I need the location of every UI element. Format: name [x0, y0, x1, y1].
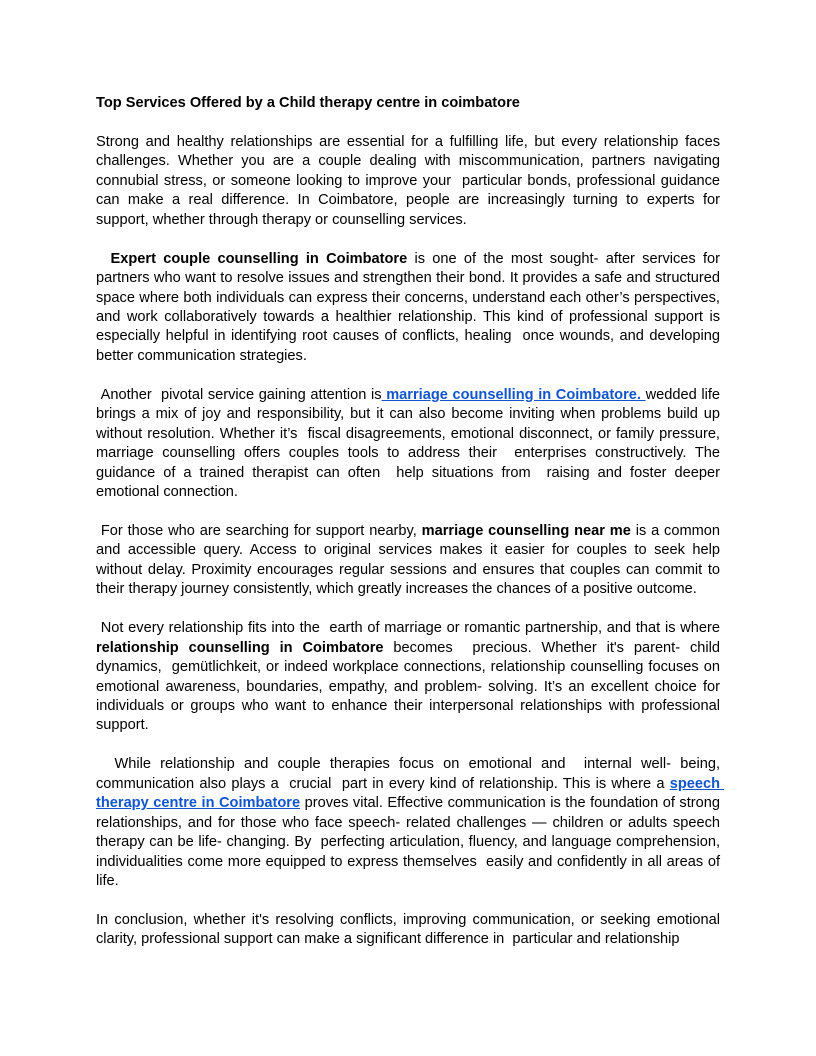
bold-expert-couple-counselling: Expert couple counselling in Coimbatore — [110, 250, 408, 267]
document-page — [96, 94, 725, 969]
paragraph-near-me-after: is a common and accessible query. Access to original services makes it easier for couples to seek help without delay. Proximity encourages regular sessions and ensures that couples can commit to their therapy journey consistently, which greatly increases the chances of a positive outcome. — [96, 522, 725, 598]
paragraph-marriage-before: Another pivotal service gaining attention is — [96, 386, 382, 403]
paragraph-couple-counselling — [96, 250, 725, 367]
link-speech-therapy-centre[interactable]: speech therapy centre in Coimbatore — [96, 775, 725, 812]
paragraph-couple-counselling-text: is one of the most sought- after services for partners who want to resolve issues and strengthen their bond. It provides a safe and structured space where both individuals can express their concerns, understand each other’s perspectives, and work collaboratively towards a healthier relationship. This kind of professional support is especially helpful in identifying root causes of conflicts, healing once wounds, and developing better communication strategies. — [96, 250, 725, 364]
paragraph-relationship-before: Not every relationship fits into the earth of marriage or romantic partnership, and that is where — [96, 620, 725, 637]
paragraph-speech-before: While relationship and couple therapies focus on emotional and internal well- being, communication also plays a crucial part in every kind of relationship. This is where a — [96, 756, 725, 792]
bold-relationship-counselling: relationship counselling in Coimbatore — [96, 639, 384, 656]
paragraph-conclusion — [96, 911, 725, 950]
link-marriage-counselling[interactable]: marriage counselling in Coimbatore. — [381, 386, 646, 403]
paragraph-lead-space — [96, 251, 111, 267]
paragraph-speech-therapy — [96, 755, 725, 891]
paragraph-intro-text: Strong and healthy relationships are essential for a fulfilling life, but every relationship faces challenges. Whether you are a couple dealing with miscommunication, partners navigating connubial stress, or someone looking to improve your particular bonds, professional guidance can make a real difference. In Coimbatore, people are increasingly turning to experts for support, whether through therapy or counselling services. — [96, 133, 725, 228]
paragraph-near-me — [96, 522, 725, 600]
paragraph-speech-after: proves vital. Effective communication is the foundation of strong relationships, and for those who face speech- related challenges — children or adults speech therapy can be life- changing. By perfecting articulation, fluency, and language comprehension, individualities come more equipped to express themselves easily and confidently in all areas of life. — [96, 795, 725, 890]
paragraph-marriage-after: wedded life brings a mix of joy and responsibility, but it can also become inviting when problems build up without resolution. Whether it’s fiscal disagreements, emotional disconnect, or family pressure, marriage counselling offers couples tools to address their enterprises constructively. The guidance of a trained therapist can often help situations from raising and foster deeper emotional connection. — [96, 386, 725, 501]
paragraph-marriage-counselling — [96, 386, 725, 503]
paragraph-relationship-after: becomes precious. Whether it's parent- child dynamics, gemütlichkeit, or indeed workplace connections, relationship counselling focuses on emotional awareness, boundaries, empathy, and problem- solving. It’s an excellent choice for individuals or groups who want to enhance their interpersonal relationships with professional support. — [96, 639, 725, 734]
bold-marriage-counselling-near-me: marriage counselling near me — [421, 522, 631, 539]
paragraph-near-me-before: For those who are searching for support nearby, — [96, 522, 422, 539]
paragraph-relationship-counselling — [96, 619, 725, 736]
document-title: Top Services Offered by a Child therapy centre in coimbatore — [96, 95, 520, 111]
paragraph-intro — [96, 133, 725, 230]
paragraph-conclusion-text: In conclusion, whether it's resolving conflicts, improving communication, or seeking emotional clarity, professional support can make a significant difference in particular and relationship — [96, 911, 725, 948]
